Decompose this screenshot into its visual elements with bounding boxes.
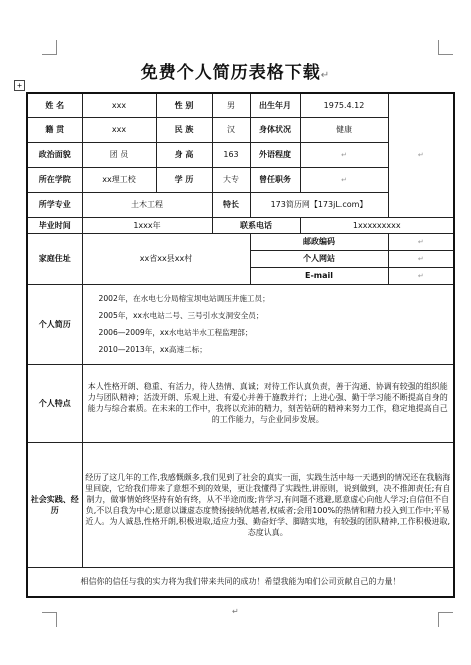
school-value[interactable]: xx理工校 bbox=[82, 167, 156, 192]
position-label: 曾任职务 bbox=[250, 167, 300, 192]
position-value[interactable] bbox=[300, 167, 388, 192]
name-label: 姓 名 bbox=[27, 93, 82, 117]
birth-value[interactable]: 1975.4.12 bbox=[300, 93, 388, 117]
grad-value[interactable]: 1xxx年 bbox=[82, 217, 212, 233]
major-label: 所学专业 bbox=[27, 192, 82, 217]
specialty-label: 特长 bbox=[212, 192, 250, 217]
title-text: 免费个人简历表格下载 bbox=[140, 63, 321, 83]
address-label: 家庭住址 bbox=[27, 233, 82, 284]
paragraph-mark: ↵ bbox=[320, 70, 331, 81]
school-label: 所在学院 bbox=[27, 167, 82, 192]
major-value[interactable]: 土木工程 bbox=[82, 192, 212, 217]
specialty-value[interactable]: 173简历网【173jL.com】 bbox=[250, 192, 388, 217]
website-value[interactable] bbox=[388, 250, 454, 267]
height-value[interactable]: 163 bbox=[212, 142, 250, 167]
experience-label: 个人简历 bbox=[27, 284, 82, 364]
crop-mark-bottom-left bbox=[42, 612, 57, 627]
table-move-handle-icon[interactable]: + bbox=[14, 80, 25, 91]
degree-label: 学 历 bbox=[156, 167, 212, 192]
name-value[interactable]: xxx bbox=[82, 93, 156, 117]
photo-cell[interactable] bbox=[388, 93, 454, 217]
origin-label: 籍 贯 bbox=[27, 117, 82, 142]
ethnicity-label: 民 族 bbox=[156, 117, 212, 142]
cell-mark: ↵ bbox=[417, 237, 424, 246]
email-label: E-mail bbox=[250, 267, 388, 284]
traits-text[interactable]: 本人性格开朗、稳重、有活力，待人热情、真诚；对待工作认真负责，善于沟通、协调有较强的组织能力与团队精神；活泼开朗、乐观上进、有爱心并善于施教并行；上进心强、勤于学习能不断提高自身的能力与综合素质。在未来的工作中，我将以充沛的精力，刻苦钻研的精神来努力工作，稳定地提高自己的工作能力，与企业同步发展。 bbox=[82, 364, 454, 442]
health-label: 身体状况 bbox=[250, 117, 300, 142]
traits-label: 个人特点 bbox=[27, 364, 82, 442]
origin-value[interactable]: xxx bbox=[82, 117, 156, 142]
language-value[interactable] bbox=[300, 142, 388, 167]
phone-value[interactable]: 1xxxxxxxxx bbox=[300, 217, 454, 233]
experience-line: 2002年，在水电七分局榕宝坝电站调压井施工员； bbox=[98, 294, 270, 303]
degree-value[interactable]: 大专 bbox=[212, 167, 250, 192]
cell-mark: ↵ bbox=[417, 271, 424, 280]
phone-label: 联系电话 bbox=[212, 217, 300, 233]
cell-mark: ↵ bbox=[417, 254, 424, 263]
gender-label: 性 别 bbox=[156, 93, 212, 117]
politics-value[interactable]: 团 员 bbox=[82, 142, 156, 167]
height-label: 身 高 bbox=[156, 142, 212, 167]
end-paragraph-mark: ↵ bbox=[232, 607, 239, 616]
experience-line: 2006—2009年，xx水电站半水工程监理部； bbox=[98, 328, 253, 337]
address-value[interactable]: xx省xx县xx村 bbox=[82, 233, 250, 284]
ethnicity-value[interactable]: 汉 bbox=[212, 117, 250, 142]
gender-value[interactable]: 男 bbox=[212, 93, 250, 117]
birth-label: 出生年月 bbox=[250, 93, 300, 117]
language-label: 外语程度 bbox=[250, 142, 300, 167]
crop-mark-top-right bbox=[438, 40, 453, 55]
resume-table bbox=[26, 92, 455, 598]
cell-mark: ↵ bbox=[341, 150, 347, 159]
crop-mark-top-left bbox=[42, 40, 57, 55]
page-title bbox=[0, 58, 471, 83]
website-label: 个人网站 bbox=[250, 250, 388, 267]
email-value[interactable] bbox=[388, 267, 454, 284]
closing-statement[interactable]: 相信你的信任与我的实力将为我们带来共同的成功！希望我能为咱们公司贡献自己的力量！ bbox=[27, 567, 454, 597]
experience-line: 2005年，xx水电站二号、三号引水支洞安全员； bbox=[98, 311, 264, 320]
practice-text[interactable]: 经历了这几年的工作,我感慨颇多,我们见到了社会的真实一面，实践生活中每一天遇到的情况还在我脑海里回旋，它给我们带来了意想不到的效果，更让我懂得了实践性,讲原则，说到做到，决不推卸责任;有自制力，做事情始终坚持有始有终，从不半途而废;肯学习,有问题不逃避,愿意虚心向他人学习;自信但不自负,不以自我为中心;愿意以谦虚态度赞扬接纳优越者,权威者;会用100%的热情和精力投入到工作中;平易近人。为人诚恳,性格开朗,积极进取,适应力强、勤奋好学、脚踏实地，有较强的团队精神,工作积极进取,态度认真。 bbox=[82, 442, 454, 567]
crop-mark-bottom-right bbox=[438, 612, 453, 627]
experience-content[interactable] bbox=[82, 284, 454, 364]
practice-label: 社会实践、经历 bbox=[27, 442, 82, 567]
politics-label: 政治面貌 bbox=[27, 142, 82, 167]
health-value[interactable]: 健康 bbox=[300, 117, 388, 142]
experience-line: 2010—2013年，xx高速二标； bbox=[98, 345, 207, 354]
postcode-label: 邮政编码 bbox=[250, 233, 388, 250]
cell-mark: ↵ bbox=[341, 175, 347, 184]
cell-mark: ↵ bbox=[417, 151, 424, 160]
grad-label: 毕业时间 bbox=[27, 217, 82, 233]
postcode-value[interactable] bbox=[388, 233, 454, 250]
